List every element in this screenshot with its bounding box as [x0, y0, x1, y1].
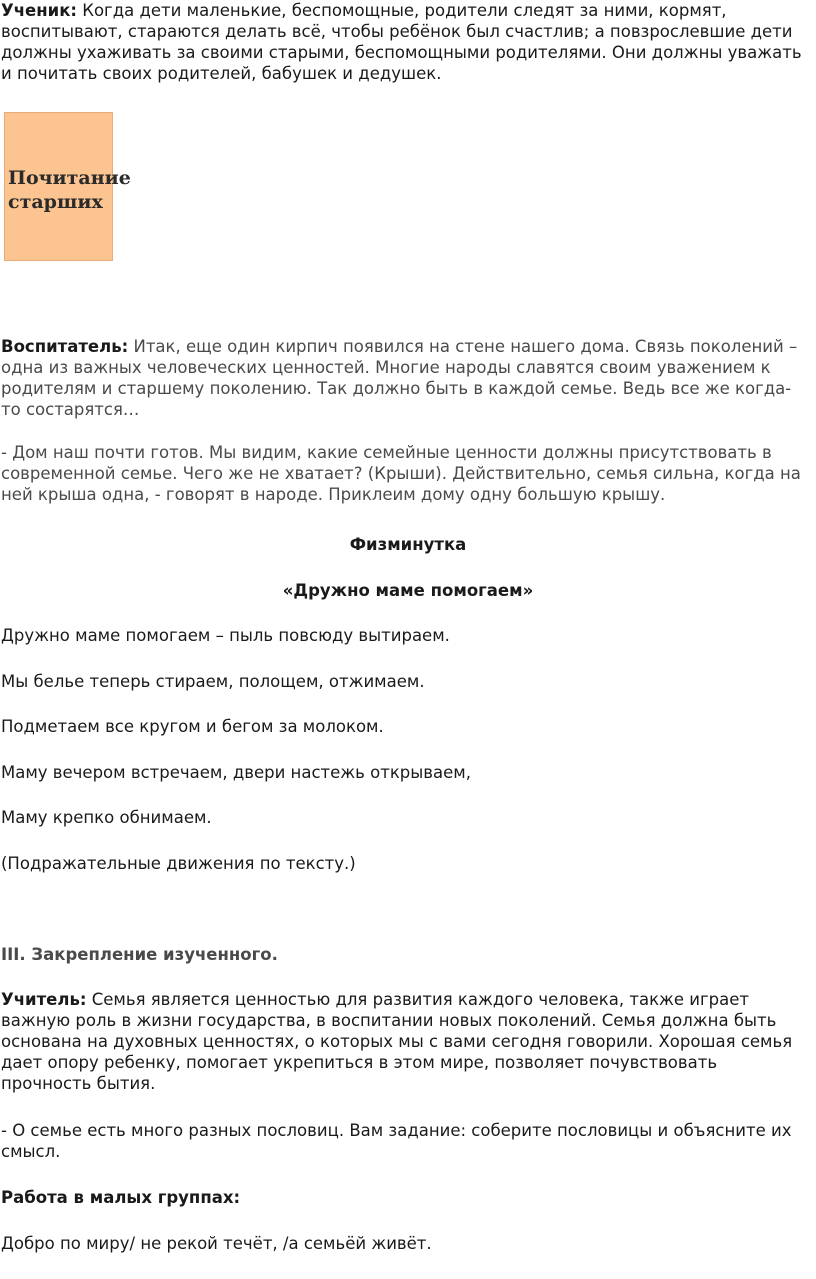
section-heading: III. Закрепление изученного. [1, 945, 278, 964]
teacher-label: Учитель: [1, 990, 87, 1009]
brick-honoring-elders [4, 112, 131, 261]
proverbs-task: - О семье есть много разных пословиц. Вам задание: соберите пословицы и объясните их смысл. [1, 1121, 792, 1161]
roof-paragraph: - Дом наш почти готов. Мы видим, какие семейные ценности должны присутствовать в современной семье. Чего же не хватает? (Крыши). Действительно, семья сильна, когда на ней крыша одна, - говорят в народе. Приклеим дому одну большую крышу. [1, 443, 801, 504]
student-paragraph [1, 0, 809, 84]
group-work-heading: Работа в малых группах: [1, 1188, 241, 1207]
brick-label-line2: старших [8, 191, 103, 213]
student-label: Ученик: [1, 1, 77, 20]
proverb-line: Добро по миру/ не рекой течёт, /а семьёй живёт. [1, 1234, 432, 1253]
poem-line: Маму крепко обнимаем. [1, 808, 212, 827]
poem-line: Дружно маме помогаем – пыль повсюду вытираем. [1, 626, 450, 645]
teacher-text: Семья является ценностью для развития каждого человека, также играет важную роль в жизни государства, в воспитании новых поколений. Семья должна быть основана на духовных ценностях, о которых мы с вами сегодня говорили. Хорошая семья дает опору ребенку, помогает укрепиться в этом мире, позволяет почувствовать прочность бытия. [1, 990, 793, 1093]
student-text: Когда дети маленькие, беспомощные, родители следят за ними, кормят, воспитывают, стараются делать всё, чтобы ребёнок был счастлив; а повзрослевшие дети должны ухаживать за своими старыми, беспомощными родителями. Они должны уважать и почитать своих родителей, бабушек и дедушек. [1, 1, 802, 83]
fizminutka-subtitle: «Дружно маме помогаем» [282, 581, 534, 600]
teacher-paragraph [1, 989, 809, 1094]
poem-line: Мы белье теперь стираем, полощем, отжимаем. [1, 672, 425, 691]
poem-line: Маму вечером встречаем, двери настежь открываем, [1, 763, 471, 782]
poem-line: Подметаем все кругом и бегом за молоком. [1, 717, 384, 736]
brick-label-line1: Почитание [8, 167, 131, 189]
fizminutka-title: Физминутка [349, 535, 467, 554]
poem-note: (Подражательные движения по тексту.) [1, 854, 356, 873]
brick-label [8, 166, 131, 214]
educator-text: Итак, еще один кирпич появился на стене нашего дома. Связь поколений – одна из важных человеческих ценностей. Многие народы славятся своим уважением к родителям и старшему поколению. Так должно быть в каждой семье. Ведь все же когда-то состарятся… [1, 337, 798, 419]
educator-label: Воспитатель: [1, 337, 129, 356]
educator-paragraph [1, 336, 809, 420]
